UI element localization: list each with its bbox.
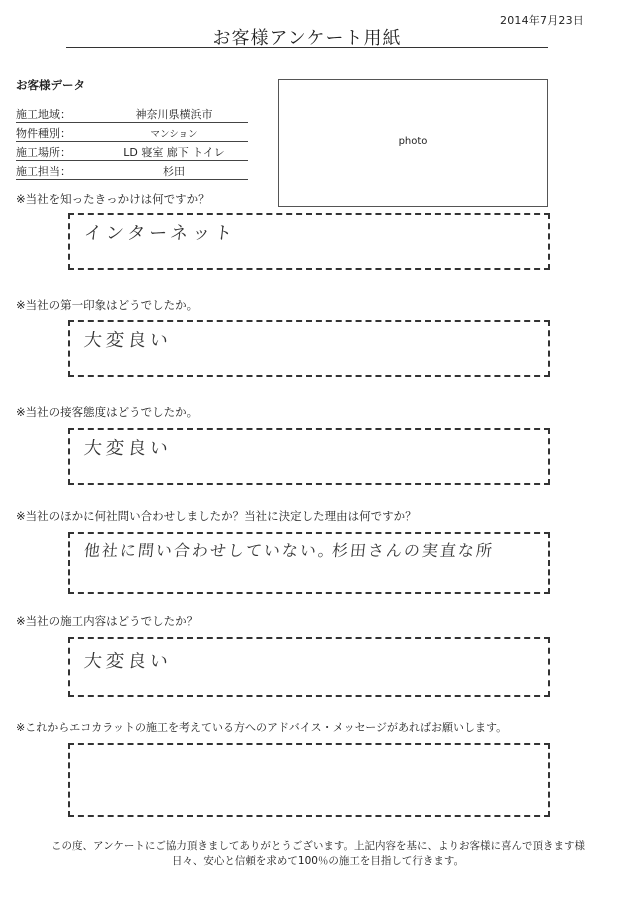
answer-box-advice-message — [68, 743, 550, 817]
info-value: マンション — [150, 129, 198, 140]
info-label: 施工地域： — [16, 108, 71, 121]
info-label: 施工担当： — [16, 165, 71, 178]
answer-box-service-attitude — [68, 428, 550, 485]
info-label: 施工場所： — [16, 146, 71, 159]
closing-line-1: この度、アンケートにご協力頂きましてありがとうございます。上記内容を基に、よりお客様に喜んで頂きます様 — [50, 840, 586, 852]
info-value: LD 寝室 廊下 トイレ — [123, 146, 225, 159]
answer-box-other-companies — [68, 532, 550, 594]
question-work-quality: ※当社の施工内容はどうでしたか？ — [16, 614, 199, 628]
answer-text: 大変良い — [82, 438, 173, 459]
question-other-companies: ※当社のほかに何社問い合わせしましたか？当社に決定した理由は何ですか？ — [16, 509, 417, 523]
answer-text: インターネット — [82, 223, 238, 244]
closing-line-2: 日々、安心と信頼を求めて100％の施工を目指して行きます。 — [171, 855, 465, 867]
question-advice-message: ※これからエコカラットの施工を考えている方へのアドバイス・メッセージがあればお願いします。 — [16, 721, 508, 734]
title-underline — [66, 47, 548, 48]
customer-data-table — [16, 104, 248, 180]
photo-placeholder — [278, 79, 548, 207]
info-row-property-type — [16, 123, 248, 142]
answer-text-reason: 杉田さんの実直な所 — [330, 541, 495, 560]
answer-text: 他社に問い合わせしていない。 — [82, 541, 337, 560]
question-first-impression: ※当社の第一印象はどうでしたか。 — [16, 298, 199, 312]
info-row-location — [16, 142, 248, 161]
info-value: 杉田 — [163, 165, 185, 178]
answer-box-how-found — [68, 213, 550, 270]
question-service-attitude: ※当社の接客態度はどうでしたか。 — [16, 405, 199, 419]
info-value: 神奈川県横浜市 — [135, 108, 213, 121]
customer-data-heading: お客様データ — [16, 78, 85, 92]
answer-box-first-impression — [68, 320, 550, 377]
closing-message — [10, 839, 626, 869]
answer-text: 大変良い — [82, 330, 173, 351]
info-label: 物件種別： — [16, 127, 71, 140]
answer-box-work-quality — [68, 637, 550, 697]
question-how-found: ※当社を知ったきっかけは何ですか？ — [16, 192, 210, 206]
answer-text: 大変良い — [82, 651, 173, 672]
photo-label: photo — [398, 136, 428, 147]
info-row-area — [16, 104, 248, 123]
survey-date: 2014年7月23日 — [500, 14, 584, 27]
info-row-staff — [16, 161, 248, 180]
page-title: お客様アンケート用紙 — [212, 28, 402, 49]
